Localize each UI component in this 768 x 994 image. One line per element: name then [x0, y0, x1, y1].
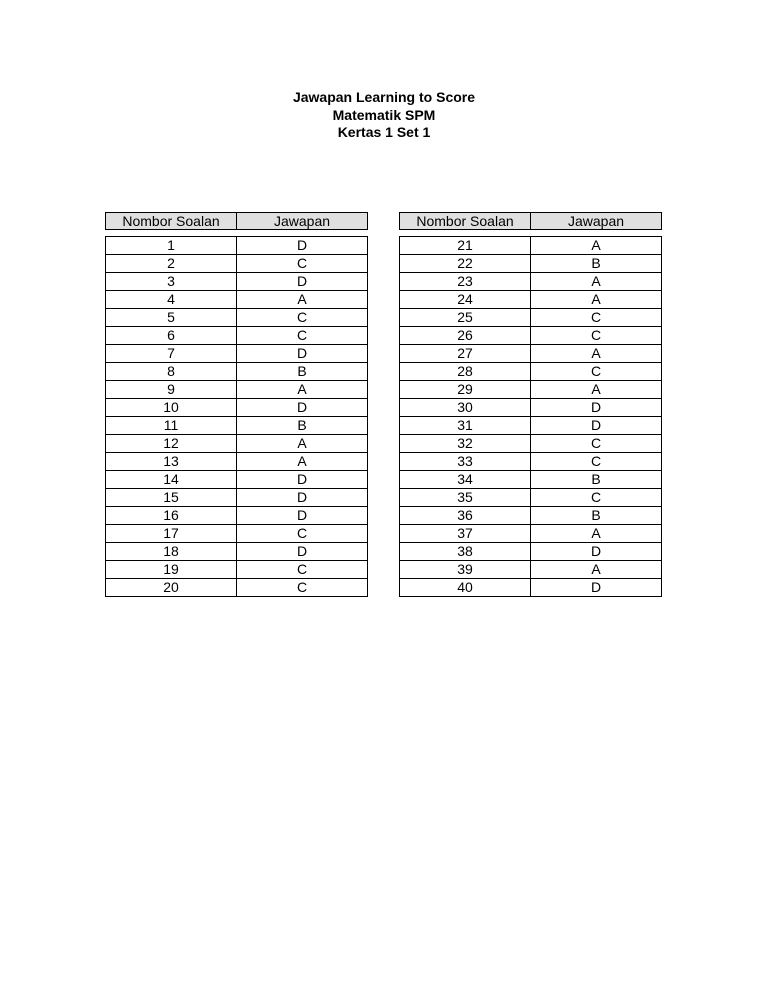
answer-table-right — [399, 212, 662, 597]
title-line-3: Kertas 1 Set 1 — [337, 124, 431, 140]
table-row — [400, 435, 661, 453]
table-row — [106, 399, 367, 417]
table-row — [106, 543, 367, 561]
question-number-cell: 3 — [167, 273, 175, 289]
table-row — [400, 579, 661, 597]
table-row — [400, 471, 661, 489]
answer-cell: A — [530, 291, 661, 308]
table-row — [106, 273, 367, 291]
table-row — [106, 237, 367, 255]
question-number-cell: 28 — [457, 363, 473, 379]
question-number-cell: 33 — [457, 453, 473, 469]
question-number-cell: 34 — [457, 471, 473, 487]
answer-cell: C — [236, 561, 367, 578]
question-number-cell: 27 — [457, 345, 473, 361]
answer-table-left — [105, 212, 368, 597]
answer-cell: C — [236, 255, 367, 272]
document-title — [0, 89, 768, 142]
question-number-cell: 30 — [457, 399, 473, 415]
table-row — [106, 327, 367, 345]
question-number-cell: 7 — [167, 345, 175, 361]
table-row — [106, 471, 367, 489]
table-row — [400, 543, 661, 561]
answer-cell: D — [236, 237, 367, 254]
table-row — [400, 237, 661, 255]
answer-cell: D — [530, 543, 661, 560]
table-row — [400, 291, 661, 309]
table-row — [106, 255, 367, 273]
question-number-cell: 9 — [167, 381, 175, 397]
table-row — [106, 507, 367, 525]
table-row — [400, 489, 661, 507]
table-row — [106, 525, 367, 543]
table-row — [400, 417, 661, 435]
answer-cell: C — [236, 309, 367, 326]
table-header — [399, 212, 662, 230]
table-row — [106, 489, 367, 507]
question-number-cell: 35 — [457, 489, 473, 505]
answer-cell: C — [530, 453, 661, 470]
question-number-cell: 19 — [163, 561, 179, 577]
question-number-cell: 31 — [457, 417, 473, 433]
table-row — [400, 399, 661, 417]
table-row — [106, 417, 367, 435]
table-row — [106, 309, 367, 327]
answer-cell: C — [530, 489, 661, 506]
answer-cell: D — [236, 399, 367, 416]
question-number-cell: 29 — [457, 381, 473, 397]
answer-cell: A — [530, 237, 661, 254]
question-number-cell: 37 — [457, 525, 473, 541]
header-question-number: Nombor Soalan — [416, 213, 514, 229]
question-number-cell: 36 — [457, 507, 473, 523]
table-row — [400, 363, 661, 381]
table-row — [400, 327, 661, 345]
answer-cell: A — [530, 345, 661, 362]
table-row — [400, 273, 661, 291]
answer-cell: A — [236, 435, 367, 452]
question-number-cell: 11 — [163, 417, 179, 433]
table-body — [399, 236, 662, 597]
title-line-2: Matematik SPM — [332, 106, 436, 123]
question-number-cell: 25 — [457, 309, 473, 325]
answer-cell: A — [236, 291, 367, 308]
table-row — [400, 309, 661, 327]
question-number-cell: 24 — [457, 291, 473, 307]
answer-cell: D — [236, 273, 367, 290]
question-number-cell: 40 — [457, 579, 473, 595]
answer-cell: D — [236, 345, 367, 362]
question-number-cell: 32 — [457, 435, 473, 451]
header-question-number: Nombor Soalan — [122, 213, 220, 229]
question-number-cell: 10 — [163, 399, 179, 415]
answer-cell: B — [530, 471, 661, 488]
table-row — [400, 345, 661, 363]
table-row — [106, 435, 367, 453]
question-number-cell: 22 — [457, 255, 473, 271]
table-row — [400, 381, 661, 399]
question-number-cell: 38 — [457, 543, 473, 559]
answer-cell: C — [236, 525, 367, 542]
header-answer: Jawapan — [530, 213, 661, 229]
answer-cell: A — [236, 381, 367, 398]
table-row — [400, 255, 661, 273]
table-row — [400, 561, 661, 579]
title-line-1: Jawapan Learning to Score — [292, 89, 476, 105]
question-number-cell: 1 — [167, 237, 175, 253]
question-number-cell: 13 — [163, 453, 179, 469]
table-row — [106, 579, 367, 597]
question-number-cell: 17 — [163, 525, 179, 541]
table-row — [400, 525, 661, 543]
answer-cell: C — [236, 327, 367, 344]
question-number-cell: 5 — [167, 309, 175, 325]
answer-cell: A — [236, 453, 367, 470]
question-number-cell: 6 — [167, 327, 175, 343]
answer-cell: C — [530, 327, 661, 344]
question-number-cell: 4 — [167, 291, 175, 307]
table-row — [106, 291, 367, 309]
answer-cell: C — [236, 579, 367, 596]
answer-cell: C — [530, 309, 661, 326]
table-row — [106, 561, 367, 579]
table-row — [106, 363, 367, 381]
answer-cell: B — [236, 363, 367, 380]
question-number-cell: 26 — [457, 327, 473, 343]
table-row — [400, 453, 661, 471]
answer-cell: A — [530, 525, 661, 542]
question-number-cell: 12 — [163, 435, 179, 451]
question-number-cell: 2 — [167, 255, 175, 271]
table-header — [105, 212, 368, 230]
answer-cell: B — [530, 507, 661, 524]
table-row — [106, 453, 367, 471]
answer-cell: D — [236, 543, 367, 560]
answer-cell: B — [530, 255, 661, 272]
answer-cell: D — [530, 399, 661, 416]
question-number-cell: 14 — [163, 471, 179, 487]
answer-cell: A — [530, 561, 661, 578]
answer-cell: D — [236, 507, 367, 524]
question-number-cell: 18 — [163, 543, 179, 559]
question-number-cell: 16 — [163, 507, 179, 523]
table-row — [106, 381, 367, 399]
question-number-cell: 15 — [163, 489, 179, 505]
header-answer: Jawapan — [236, 213, 367, 229]
question-number-cell: 20 — [163, 579, 179, 595]
question-number-cell: 8 — [167, 363, 175, 379]
question-number-cell: 39 — [457, 561, 473, 577]
answer-cell: C — [530, 435, 661, 452]
table-row — [400, 507, 661, 525]
answer-cell: C — [530, 363, 661, 380]
answer-cell: D — [236, 471, 367, 488]
answer-cell: A — [530, 381, 661, 398]
answer-cell: D — [530, 579, 661, 596]
table-row — [106, 345, 367, 363]
table-body — [105, 236, 368, 597]
answer-cell: D — [530, 417, 661, 434]
question-number-cell: 21 — [457, 237, 473, 253]
answer-cell: D — [236, 489, 367, 506]
answer-cell: A — [530, 273, 661, 290]
answer-cell: B — [236, 417, 367, 434]
question-number-cell: 23 — [457, 273, 473, 289]
